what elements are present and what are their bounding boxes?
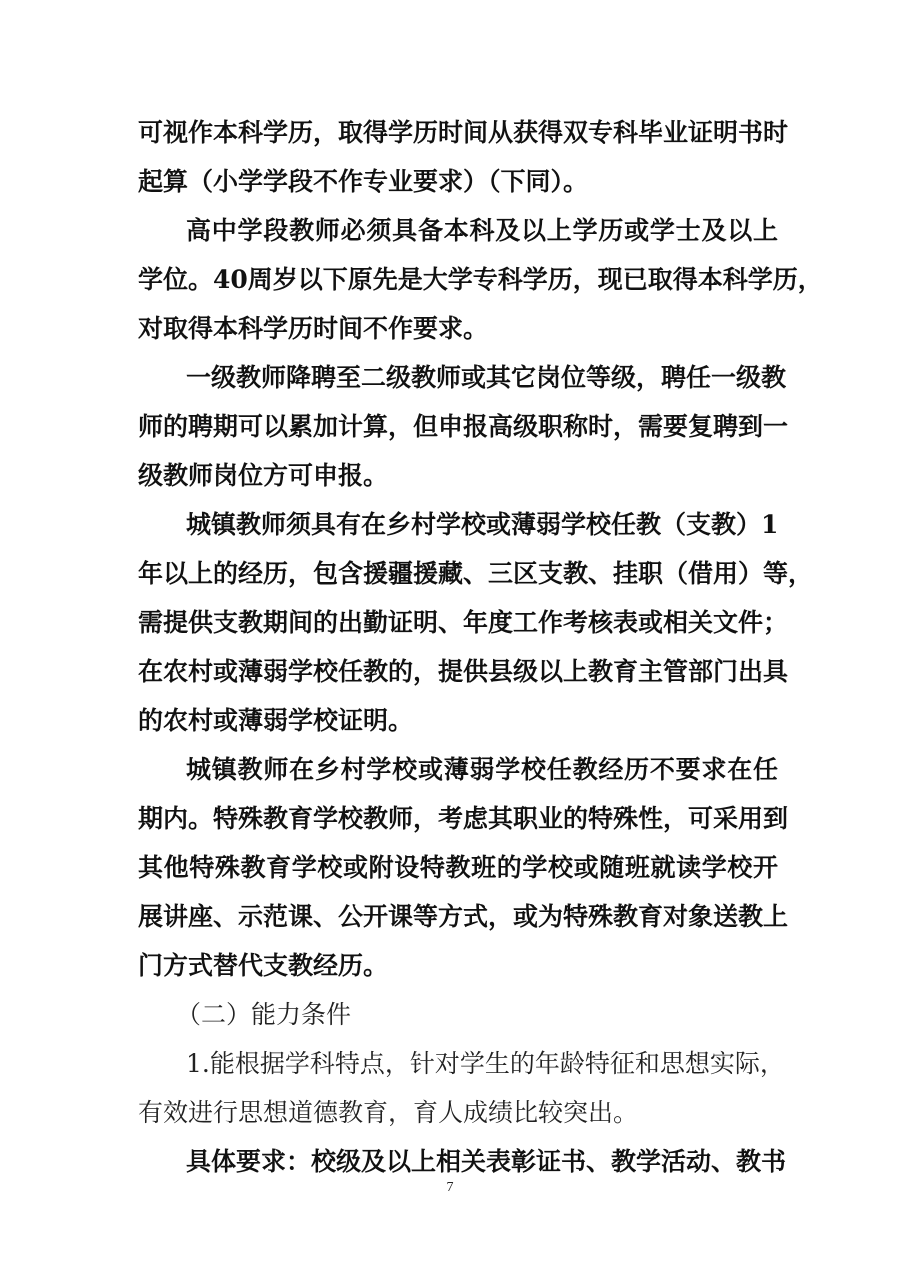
section-heading-ability: （二）能力条件 [176,1000,352,1029]
paragraph-4-line-5: 的农村或薄弱学校证明。 [138,706,414,735]
paragraph-8-line-1: 具体要求：校级及以上相关表彰证书、教学活动、教书 [186,1147,787,1176]
paragraph-1-line-2: 起算（小学学段不作专业要求）（下同）。 [138,167,589,196]
paragraph-3-line-1: 一级教师降聘至二级教师或其它岗位等级，聘任一级教 [186,363,787,392]
paragraph-3-line-2: 师的聘期可以累加计算，但申报高级职称时，需要复聘到一 [138,412,789,441]
paragraph-5-line-5: 门方式替代支教经历。 [138,951,389,980]
paragraph-5-line-4: 展讲座、示范课、公开课等方式，或为特殊教育对象送教上 [138,902,789,931]
paragraph-3-line-3: 级教师岗位方可申报。 [138,461,389,490]
paragraph-4-line-4: 在农村或薄弱学校任教的，提供县级以上教育主管部门出具 [138,657,789,686]
paragraph-2-line-1: 高中学段教师必须具备本科及以上学历或学士及以上 [186,216,778,245]
paragraph-2-line-2: 学位。40周岁以下原先是大学专科学历，现已取得本科学历， [138,265,823,294]
paragraph-4-line-1: 城镇教师须具有在乡村学校或薄弱学校任教（支教）1 [186,510,779,539]
paragraph-1-line-1: 可视作本科学历，取得学历时间从获得双专科毕业证明书时 [138,118,789,147]
paragraph-7-line-1: 1.能根据学科特点，针对学生的年龄特征和思想实际， [186,1049,785,1078]
paragraph-5-line-3: 其他特殊教育学校或附设特教班的学校或随班就读学校开 [138,853,778,882]
paragraph-7-line-2: 有效进行思想道德教育，育人成绩比较突出。 [138,1098,639,1127]
paragraph-2-line-3: 对取得本科学历时间不作要求。 [138,314,489,343]
paragraph-5-line-2: 期内。特殊教育学校教师，考虑其职业的特殊性，可采用到 [138,804,789,833]
paragraph-5-line-1: 城镇教师在乡村学校或薄弱学校任教经历不要求在任 [186,755,778,784]
paragraph-4-line-2: 年以上的经历，包含援疆援藏、三区支教、挂职（借用）等， [138,559,814,588]
page-number: 7 [446,1180,454,1195]
paragraph-4-line-3: 需提供支教期间的出勤证明、年度工作考核表或相关文件； [138,608,789,637]
